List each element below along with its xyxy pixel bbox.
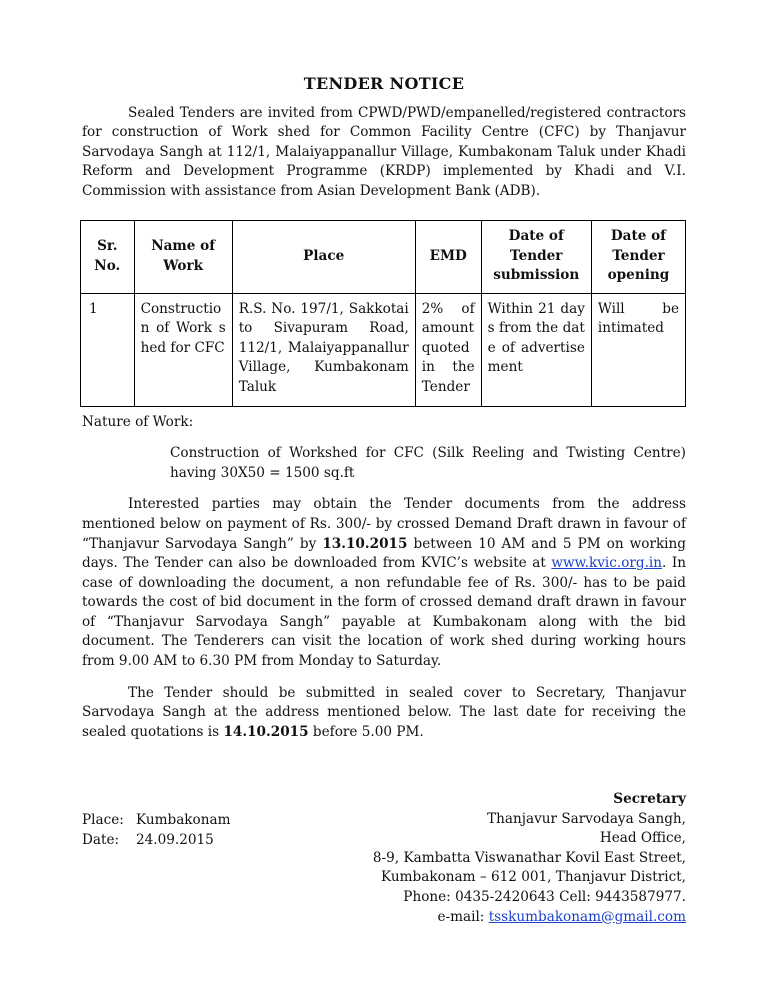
header-sr-no: Sr. No.	[81, 220, 135, 293]
submission-paragraph	[82, 684, 686, 743]
phone-line: Phone: 0435-2420643 Cell: 9443587977.	[403, 888, 686, 905]
place-line	[82, 811, 230, 831]
table-row	[81, 293, 686, 406]
intro-paragraph: Sealed Tenders are invited from CPWD/PWD/empanelled/registered contractors for construction of Work shed for Common Facility Centre (CFC) by Thanjavur Sarvodaya Sangh at 112/1, Malaiyappanallur Village, Kumbakonam Taluk under Khadi Reform and Development Programme (KRDP) implemented by Khadi and V.I. Commission with assistance from Asian Development Bank (ADB).	[82, 104, 686, 199]
tender-notice-page	[82, 74, 686, 742]
cell-place: R.S. No. 197/1, Sakkotai to Sivapuram Road, 112/1, Malaiyappanallur Village, Kumbakonam Taluk	[232, 293, 415, 406]
nature-of-work-text: Construction of Workshed for CFC (Silk Reeling and Twisting Centre) having 30X50 = 1500 sq.ft	[170, 445, 686, 481]
footer	[82, 790, 686, 970]
header-opening-date: Date of Tender opening	[591, 220, 685, 293]
email-link[interactable]: tsskumbakonam@gmail.com	[488, 908, 686, 925]
address-line-1: Thanjavur Sarvodaya Sangh,	[487, 810, 686, 827]
document-deadline-date: 13.10.2015	[322, 535, 408, 552]
date-label: Date:	[82, 831, 120, 848]
place-value: Kumbakonam	[136, 812, 231, 828]
table-header-row	[81, 220, 686, 293]
nature-of-work-label: Nature of Work:	[82, 413, 194, 430]
date-line	[82, 831, 230, 851]
header-emd: EMD	[415, 220, 481, 293]
documents-text-a: Interested parties may obtain the Tender documents from the address mentioned below on payment of Rs. 300/- by crossed Demand Draft drawn in favour of “Thanjavur Sarvodaya Sangh” by	[82, 496, 686, 552]
page-title: TENDER NOTICE	[303, 74, 465, 93]
cell-opening-date: Will be intimated	[591, 293, 685, 406]
email-line	[373, 908, 686, 928]
submission-text-a: The Tender should be submitted in sealed cover to Secretary, Thanjavur Sarvodaya Sangh at the address mentioned below. The last date for receiving the sealed quotations is	[82, 684, 686, 740]
cell-sr-no: 1	[81, 293, 135, 406]
documents-text-b: between 10 AM and 5 PM on working days. The Tender can also be downloaded from KVIC’s website at	[82, 535, 686, 572]
documents-text-c: . In case of downloading the document, a non refundable fee of Rs. 300/- has to be paid towards the cost of bid document in the form of crossed demand draft drawn in favour of “Thanjavur Sarvodaya Sangh” payable at Kumbakonam along with the bid document. The Tenderers can visit the location of work shed during working hours from 9.00 AM to 6.30 PM from Monday to Saturday.	[82, 555, 686, 670]
cell-submission-date: Within 21 days from the date of advertisement	[481, 293, 591, 406]
submission-text-b: before 5.00 PM.	[308, 723, 424, 740]
address-line-2: Head Office,	[599, 830, 686, 847]
submission-deadline-date: 14.10.2015	[223, 723, 309, 740]
address-block	[373, 790, 686, 927]
header-submission-date: Date of Tender submission	[481, 220, 591, 293]
documents-paragraph	[82, 495, 686, 671]
tender-table	[80, 220, 686, 407]
header-name-of-work: Name of Work	[134, 220, 232, 293]
email-label: e-mail:	[437, 908, 489, 925]
cell-emd: 2% of amount quoted in the Tender	[415, 293, 481, 406]
address-line-3: 8-9, Kambatta Viswanathar Kovil East Street,	[372, 849, 686, 866]
address-line-4: Kumbakonam – 612 001, Thanjavur District,	[381, 869, 686, 886]
header-place: Place	[232, 220, 415, 293]
date-value: 24.09.2015	[136, 831, 214, 848]
place-label: Place:	[82, 812, 124, 828]
place-date-block	[82, 811, 230, 850]
secretary-title: Secretary	[613, 791, 686, 807]
cell-name-of-work: Construction of Work shed for CFC	[134, 293, 232, 406]
kvic-website-link[interactable]: www.kvic.org.in	[551, 555, 662, 572]
